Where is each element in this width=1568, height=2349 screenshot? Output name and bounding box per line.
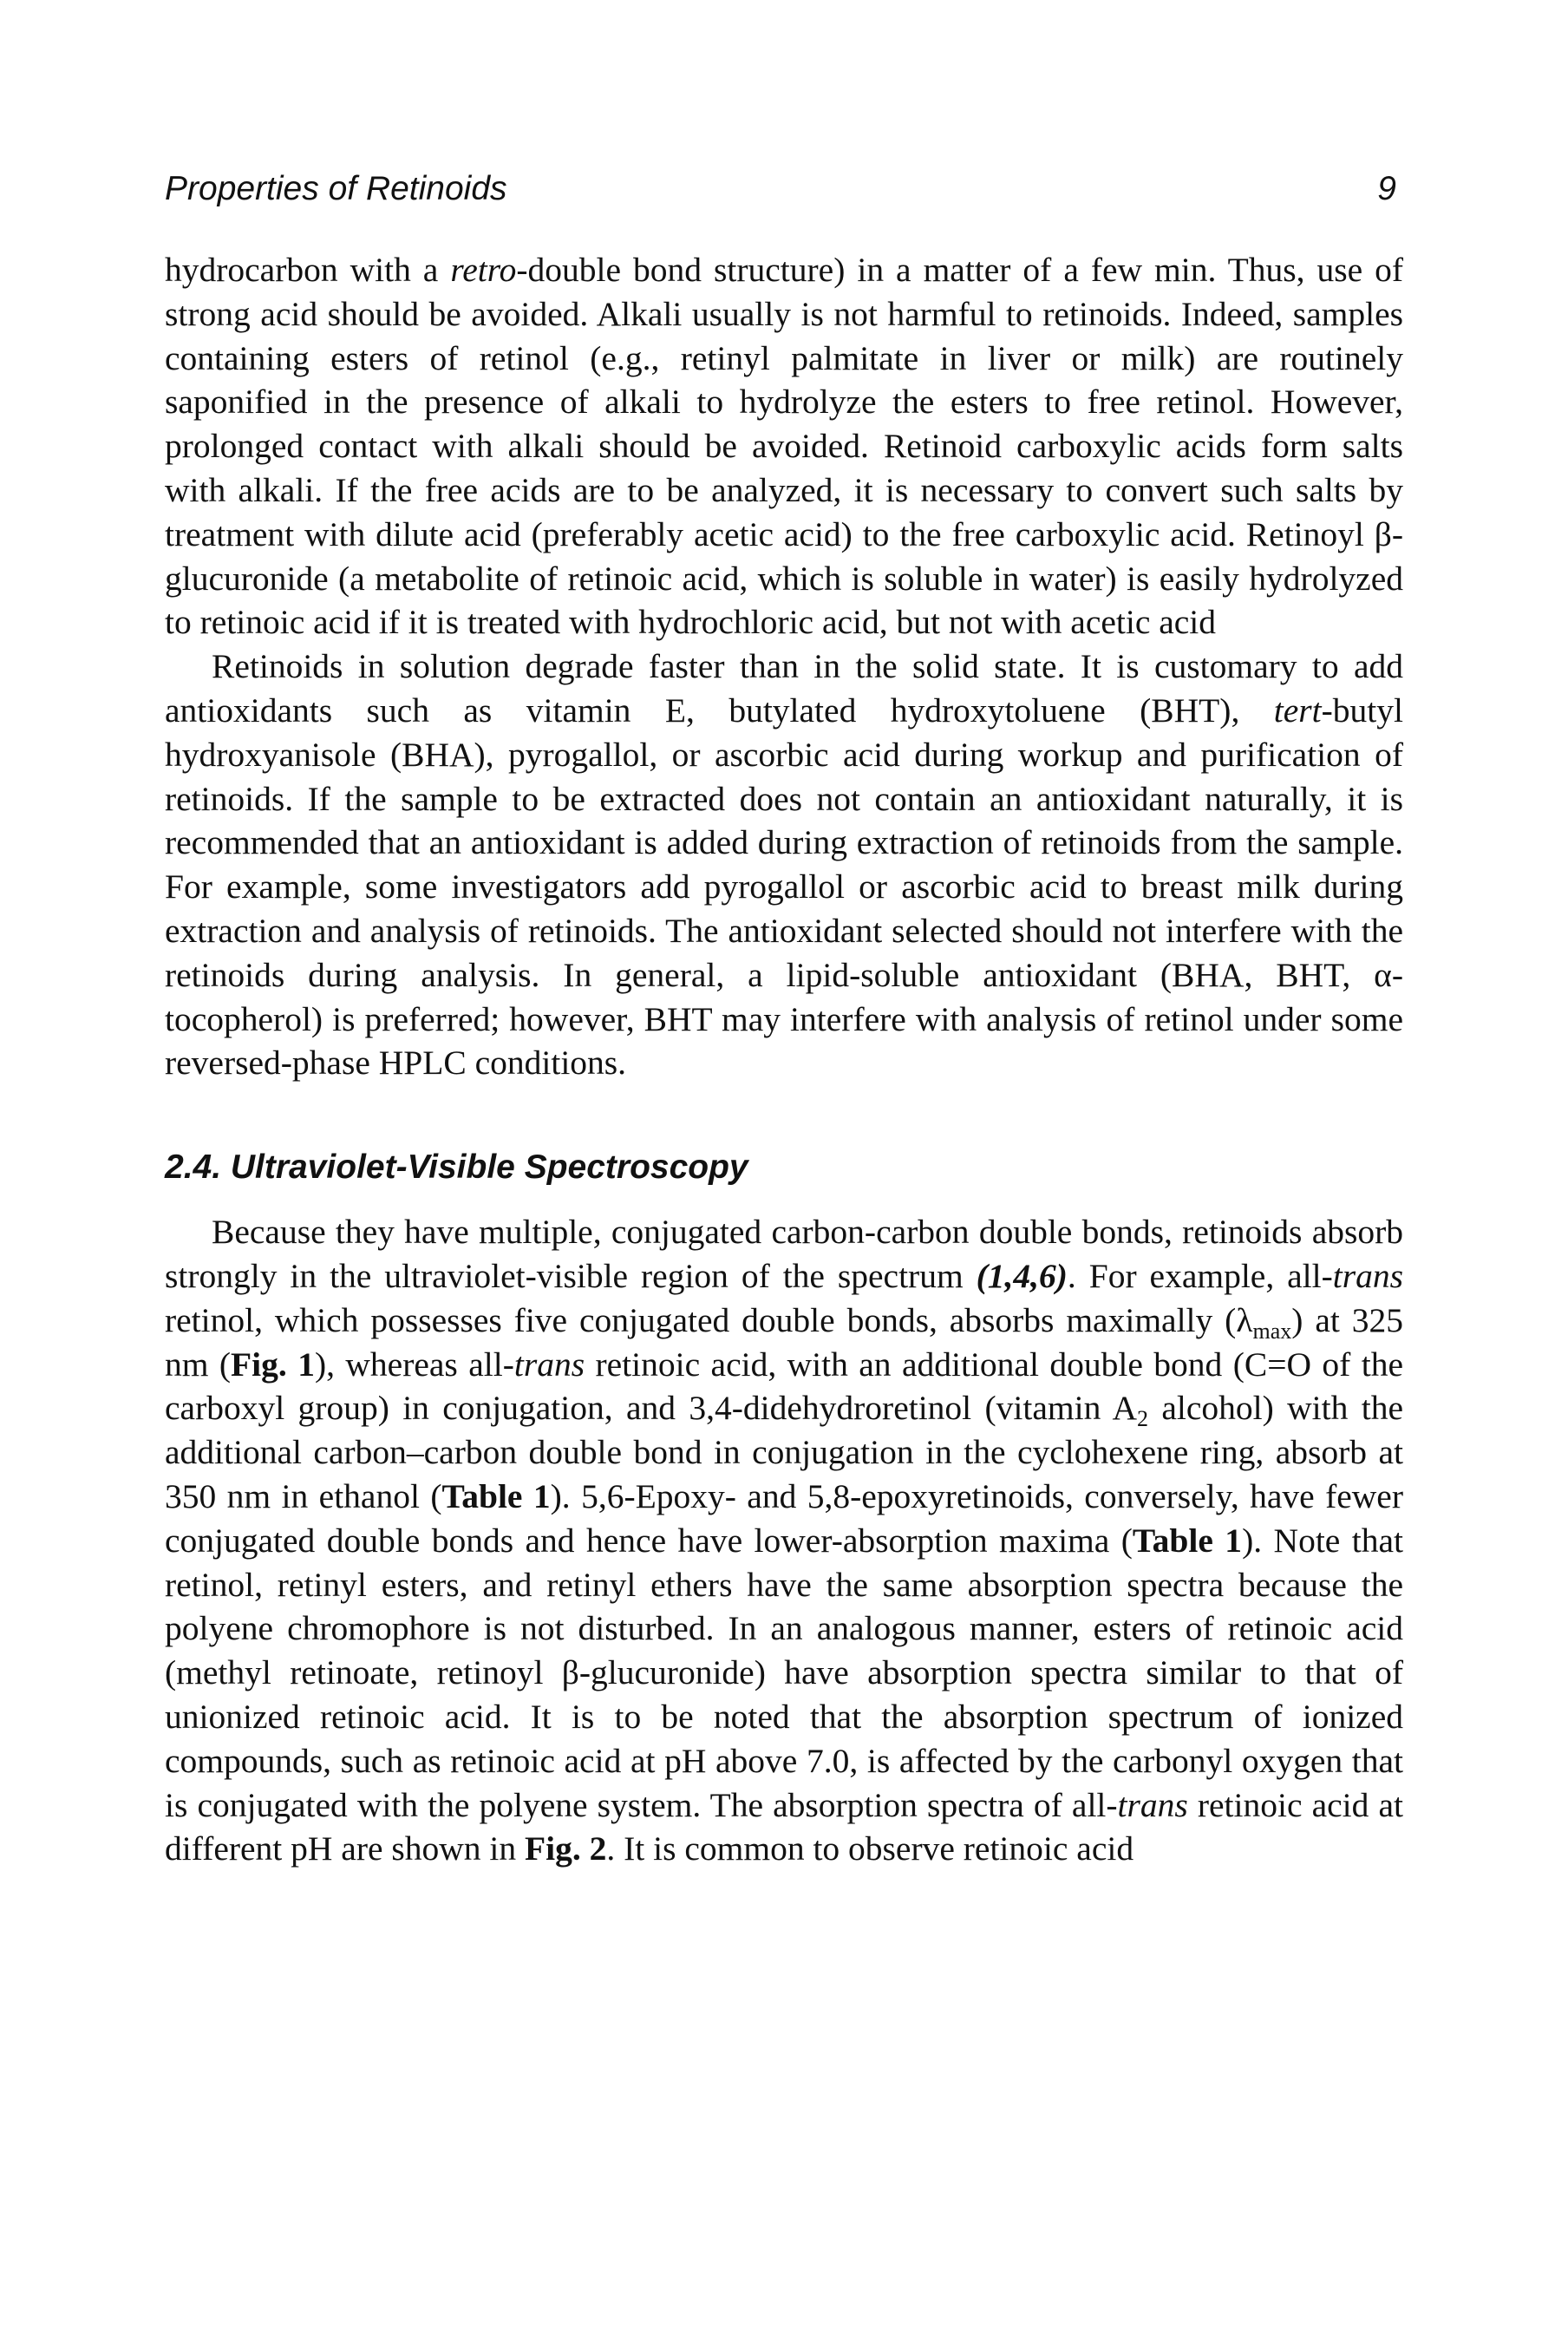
- figure-reference: Fig. 1: [231, 1345, 315, 1384]
- table-reference: Table 1: [1132, 1521, 1243, 1560]
- paragraph-uv-vis: Because they have multiple, conjugated carbon-carbon double bonds, retinoids absorb strongly in the ultraviolet-visible region of the spectrum (1,4,6). For example, all-trans retinol, which possesses five conjugated double bonds, absorbs maximally $(\lambda_{max})$ at 325 nm (Fig. 1), whereas all-trans retinoic acid, with an additional double bond (C=O of the carboxyl group) in conjugation, and 3,4-didehydroretinol (vitamin $A_2$ alcohol) with the additional carbon–carbon double bond in conjugation in the cyclohexene ring, absorb at 350 nm in ethanol (Table 1). 5,6-Epoxy- and 5,8-epoxyretinoids, conversely, have fewer conjugated double bonds and hence have lower-absorption maxima (Table 1). Note that retinol, retinyl esters, and retinyl ethers have the same absorption spectra because the polyene chromophore is not disturbed. In an analogous manner, esters of retinoic acid (methyl retinoate, retinoyl β-glucuronide) have absorption spectra similar to that of unionized retinoic acid. It is to be noted that the absorption spectrum of ionized compounds, such as retinoic acid at pH above 7.0, is affected by the carbonyl oxygen that is conjugated with the polyene system. The absorption spectra of all-trans retinoic acid at different pH are shown in Fig. 2. It is common to observe retinoic acid: [165, 1213, 1404, 1868]
- running-header: [165, 170, 1403, 213]
- paragraph-acid-alkali: hydrocarbon with a retro-double bond structure) in a matter of a few min. Thus, use of strong acid should be avoided. Alkali usually is not harmful to retinoids. Indeed, samples containing esters of retinol (e.g., retinyl palmitate in liver or milk) are routinely saponified in the presence of alkali to hydrolyze the esters to free retinol. However, prolonged contact with alkali should be avoided. Retinoid carboxylic acids form salts with alkali. If the free acids are to be analyzed, it is necessary to convert such salts by treatment with dilute acid (preferably acetic acid) to the free carboxylic acid. Retinoyl β-glucuronide (a metabolite of retinoic acid, which is soluble in water) is easily hydrolyzed to retinoic acid if it is treated with hydrochloric acid, but not with acetic acid: [165, 251, 1403, 642]
- section-heading: 2.4. Ultraviolet-Visible Spectroscopy: [165, 1148, 748, 1187]
- paragraph-antioxidants: Retinoids in solution degrade faster than in the solid state. It is customary to add antioxidants such as vitamin E, butylated hydroxytoluene (BHT), tert-butyl hydroxyanisole (BHA), pyrogallol, or ascorbic acid during workup and purification of retinoids. If the sample to be extracted does not contain an antioxidant naturally, it is recommended that an antioxidant is added during extraction of retinoids from the sample. For example, some investigators add pyrogallol or ascorbic acid to breast milk during extraction and analysis of retinoids. The antioxidant selected should not interfere with the retinoids during analysis. In general, a lipid-soluble antioxidant (BHA, BHT, α-tocopherol) is preferred; however, BHT may interfere with analysis of retinol under some reversed-phase HPLC conditions.: [165, 647, 1403, 1083]
- running-title: Properties of Retinoids: [165, 170, 507, 207]
- page-body: [165, 248, 1403, 1871]
- table-reference: Table 1: [441, 1476, 551, 1515]
- page-number: 9: [1377, 170, 1396, 207]
- figure-reference: Fig. 2: [525, 1829, 607, 1868]
- reference-citation: (1,4,6): [976, 1256, 1068, 1295]
